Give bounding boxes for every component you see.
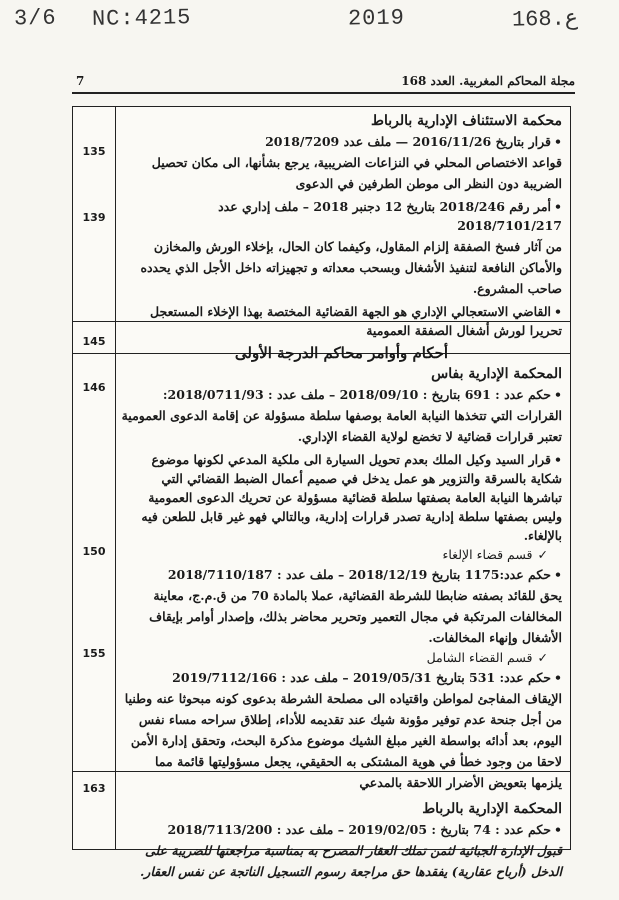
margin-number: 145 [82, 335, 106, 348]
court-heading: المحكمة الإدارية بالرباط [422, 801, 562, 817]
margin-number: 135 [82, 145, 106, 158]
court-heading: محكمة الاستئناف الإدارية بالرباط [371, 113, 562, 129]
entry-reference: •القاضي الاستعجالي الإداري هو الجهة القضائية المختصة بهذا الإخلاء المستعجل تحريرا لورش أشغال الصفقة العمومية [150, 304, 562, 338]
entry-reference: •حكم عدد : 691 بتاريخ : 2018/09/10 – ملف عدد : 2018/0711/93: [162, 387, 562, 402]
journal-title: مجلة المحاكم المغربية. العدد 168 [401, 74, 575, 88]
page-number-column [73, 107, 116, 849]
entry-reference: •أمر رقم 2018/246 بتاريخ 12 دجنبر 2018 – ملف إداري عدد 2018/7101/217 [218, 199, 562, 233]
court-heading: المحكمة الإدارية بفاس [431, 366, 562, 382]
entry-reference: •حكم عدد: 531 بتاريخ 2019/05/31 – ملف عدد : 2019/7112/166 [172, 670, 562, 685]
entry-summary: يحق للقائد بصفته ضابطا للشرطة القضائية، عملا بالمادة 70 من ق.م.ج، معاينة المخالفات المرتكبة في مجال التعمير وتحرير محاضر بذلك، وإصدار أوامر بإيقاف الأشغال وإنهاء المخالفات. [149, 588, 562, 645]
page-number: 7 [76, 74, 85, 88]
running-header [72, 74, 575, 94]
handwritten-year: 2019 [347, 5, 406, 32]
entry-summary: قبول الإدارة الجبائية لثمن تملك العقار المصرح به بمناسبة مراجعتها للضريبة على الدخل (أرباح عقارية) يفقدها حق مراجعة رسوم التسجيل الناتجة عن نفس العقار. [139, 843, 562, 879]
entry-reference: •حكم عدد : 74 بتاريخ : 2019/02/05 – ملف عدد : 2018/7113/200 [167, 822, 562, 837]
verdict-label: ✓قسم القضاء الشامل [426, 650, 548, 665]
section-heading: أحكام وأوامر محاكم الدرجة الأولى [234, 344, 449, 362]
entry-summary: الإيقاف المفاجئ لمواطن واقتياده الى مصلحة الشرطة بدعوى كونه مبحوثا عنه وطنيا من أجل جنحة عدم توفير مؤونة شيك عند تقديمه للأداء، إطلاق سراحه مساء نفس اليوم، بعد أدائه بواسطة الغير مبلغ الشيك موضوع مذكرة البحث، وتحقق إدارة الأمن لاحقا من وجود خطأ في هوية المشتكى به الحقيقي، يجعل مسؤوليتها قائمة مما يلزمها بتعويض الأضرار اللاحقة بالمدعي [124, 691, 562, 790]
entry-summary: قواعد الاختصاص المحلي في النزاعات الضريبية، يرجع بشأنها، الى مكان تحصيل الضريبة دون النظر الى موطن الطرفين في الدعوى [151, 155, 562, 191]
index-table [72, 106, 571, 879]
handwritten-issue: 168.ع [511, 6, 579, 33]
verdict-label: ✓قسم قضاء الإلغاء [442, 547, 548, 562]
margin-number: 146 [82, 381, 106, 394]
index-content [115, 107, 570, 879]
margin-number: 150 [82, 545, 106, 558]
entry-reference: •قرار بتاريخ 2016/11/26 — ملف عدد 2018/7209 [265, 134, 562, 149]
entry-reference: •حكم عدد:1175 بتاريخ 2018/12/19 – ملف عدد : 2018/7110/187 [167, 567, 562, 582]
margin-number: 163 [82, 782, 106, 795]
handwritten-page-fraction: 3/6 [13, 5, 57, 32]
handwritten-reference: NC:4215 [91, 5, 192, 32]
entry-summary: القرارات التي تتخذها النيابة العامة بوصفها سلطة مسؤولة عن إقامة الدعوى العمومية تعتبر قرارات قضائية لا تخضع لولاية القضاء الإداري. [121, 408, 562, 444]
margin-number: 155 [82, 647, 106, 660]
margin-number: 139 [82, 211, 106, 224]
entry-summary: من آثار فسخ الصفقة إلزام المقاول، وكيفما كان الحال، بإخلاء الورش والمخازن والأماكن النافعة لتنفيذ الأشغال وبسحب معداته و تجهيزاته داخل الأجل الذي يحدده صاحب المشروع. [140, 239, 562, 296]
entry-reference: •قرار السيد وكيل الملك بعدم تحويل السيارة الى ملكية المدعي لكونها موضوع شكاية بالسرقة والتزوير هو عمل يدخل في صميم أعمال الضبط القضائي التي تباشرها النيابة العامة بصفتها سلطة قضائية مسؤولة عن تحريك الدعوى العمومية وليس بصفتها سلطة إدارية تصدر قرارات إدارية، وبالتالي فهو غير قابل للطعن فيه بالإلغاء. [141, 452, 562, 543]
